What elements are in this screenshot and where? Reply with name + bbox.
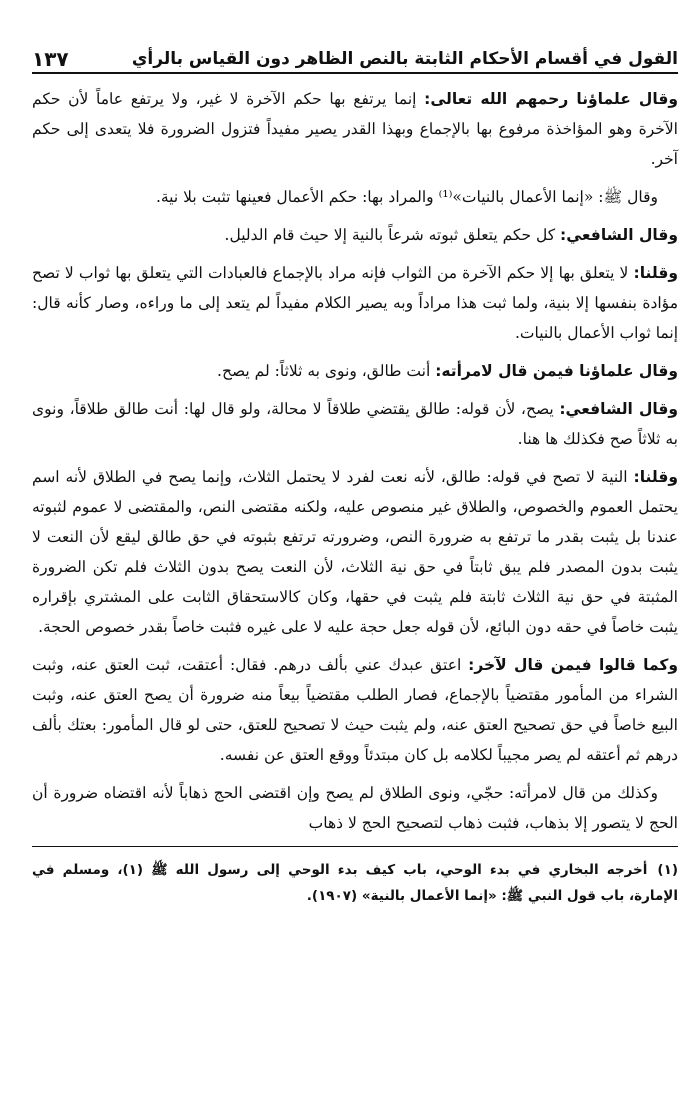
- paragraph-text: كل حكم يتعلق ثبوته شرعاً بالنية إلا حيث قام الدليل.: [224, 226, 561, 244]
- paragraph-lead: وقال الشافعي:: [559, 400, 679, 418]
- paragraph-text: اعتق عبدك عني بألف درهم. فقال: أعتقت، ثبت العتق عنه، وثبت الشراء من المأمور مقتضياً بالإجماع، فصار الطلب مقتضياً بيعاً منه ضرورة أن يصح العتق عنه، وثبت البيع خاصاً في حق تصحيح العتق عنه، ولم يثبت حيث لا تصحيح للعتق، حتى لو قال المأمور: بعتك بألف درهم ثم أعتقه لم يصر مجيباً لكلامه بل كان مبتدئاً ووقع العتق عن نفسه.: [32, 656, 678, 764]
- paragraph: [32, 220, 678, 250]
- page-number: ١٣٧: [32, 47, 69, 71]
- paragraph: [32, 778, 678, 838]
- paragraph-lead: وقال علماؤنا فيمن قال لامرأته:: [435, 362, 678, 380]
- paragraph: [32, 182, 678, 212]
- paragraph: [32, 356, 678, 386]
- paragraph-text: أنت طالق، ونوى به ثلاثاً: لم يصح.: [217, 362, 436, 380]
- paragraph-text: إنما يرتفع بها حكم الآخرة لا غير، ولا يرتفع عاماً لأن حكم الآخرة وهو المؤاخذة مرفوع بها بالإجماع وبهذا القدر يصير مفيداً فتزول الضرورة فلا يتعدى إلى حكم آخر.: [32, 90, 678, 168]
- paragraph-text: وكذلك من قال لامرأته: حجّي، ونوى الطلاق لم يصح وإن اقتضى الحج ذهاباً لأنه اقتضاه ضرورة أن الحج لا يتصور إلا بذهاب، فثبت ذهاب لتصحيح الحج لا ذهاب: [32, 784, 678, 832]
- paragraph-lead: وقال علماؤنا رحمهم الله تعالى:: [424, 90, 678, 108]
- paragraph: [32, 258, 678, 348]
- paragraph: [32, 650, 678, 770]
- footnote-separator: [32, 846, 678, 847]
- paragraph: [32, 84, 678, 174]
- paragraph-lead: وقال الشافعي:: [560, 226, 678, 244]
- header-title: القول في أقسام الأحكام الثابتة بالنص الظاهر دون القياس بالرأي: [131, 49, 678, 69]
- paragraph-text: النية لا تصح في قوله: طالق، لأنه نعت لفرد لا يحتمل الثلاث، وإنما يصح في الطلاق لأنه اسم يحتمل العموم والخصوص، والطلاق غير منصوص عليه، ولكنه مقتضى النص، والمقتضى لا عموم لثبوته عندنا بل يثبت بقدر ما ترتفع به ضرورة النص، وضرورته ترتفع بثبوته في حق طالق ليقع لأن النعت لا يثبت بدون المصدر فلم يبق ثابتاً في حق نية الثلاث، لأن النعت يصح بدون الثلاث فلم تكن الضرورة المثبتة في حق نية الثلاث ثابتة فلم يثبت في حقها، وكان كالاستحقاق الثابت على المشتري بإقراره يثبت خاصاً في حقه دون البائع، لأن قوله جعل حجة عليه لا على غيره فثبت خاصاً بقدر خصوص الحجة.: [32, 468, 678, 636]
- paragraph-lead: وكما قالوا فيمن قال لآخر:: [468, 656, 679, 674]
- paragraph-text: يصح، لأن قوله: طالق يقتضي طلاقاً لا محالة، ولو قال لها: أنت طالق طلاقاً، ونوى به ثلاثاً صح فكذلك ها هنا.: [32, 400, 678, 448]
- book-page: [32, 28, 678, 1078]
- paragraph: [32, 462, 678, 642]
- paragraph-text: لا يتعلق بها إلا حكم الآخرة من الثواب فإنه مراد بالإجماع فالعبادات التي يتعلق بها ثواب لا تصح مؤادة بنفسها إلا بنية، ولما ثبت هذا مراداً وبه يصير الكلام مفيداً لم يتعد إلى ما وراءه، وصار كأنه قال: إنما ثواب الأعمال بالنيات.: [32, 264, 678, 342]
- paragraph: [32, 394, 678, 454]
- running-header: [32, 28, 678, 74]
- main-text: [32, 84, 678, 838]
- footnotes: [32, 857, 678, 909]
- footnote-marker: (١): [657, 862, 679, 878]
- paragraph-lead: وقلنا:: [633, 468, 678, 486]
- footnote-text: أخرجه البخاري في بدء الوحي، باب كيف بدء الوحي إلى رسول الله ﷺ (١)، ومسلم في الإمارة، باب قول النبي ﷺ: «إنما الأعمال بالنية» (١٩٠٧).: [32, 862, 678, 904]
- paragraph-text: وقال ﷺ: «إنما الأعمال بالنيات»⁽¹⁾ والمراد بها: حكم الأعمال فعينها تثبت بلا نية.: [155, 188, 658, 206]
- paragraph-lead: وقلنا:: [633, 264, 678, 282]
